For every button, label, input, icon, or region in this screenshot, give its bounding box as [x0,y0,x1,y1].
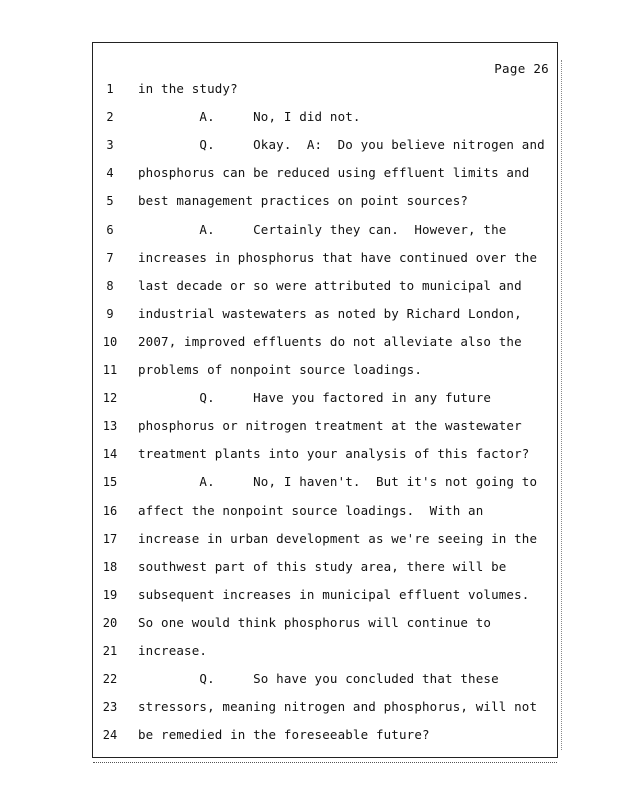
transcript-line [93,418,559,446]
transcript-line [93,306,559,334]
line-text: industrial wastewaters as noted by Richard London, [138,305,522,321]
transcript-line [93,727,559,755]
line-text: Q. So have you concluded that these [138,671,499,687]
transcript-line [93,250,559,278]
line-number: 1 [106,82,114,96]
line-number: 17 [102,531,118,546]
line-text: A. Certainly they can. However, the [138,221,507,237]
line-text: phosphorus can be reduced using effluent limits and [138,165,530,181]
line-number: 2 [106,110,114,125]
line-number: 24 [102,728,118,743]
transcript-line [93,615,559,643]
transcript-page [92,42,558,758]
margin-dotted-line [561,60,563,750]
line-number: 11 [102,363,118,377]
line-number: 20 [102,615,118,630]
line-text: southwest part of this study area, there will be [138,558,507,574]
transcript-line [93,559,559,587]
line-text: in the study? [138,81,238,96]
page-number: Page 26 [494,61,549,76]
line-number: 8 [106,278,114,293]
transcript-line [93,334,559,362]
transcript-line [93,531,559,559]
transcript-line [93,390,559,418]
transcript-line [93,671,559,699]
transcript-line [93,137,559,165]
line-number: 12 [102,391,118,406]
line-number: 13 [102,419,118,434]
line-number: 23 [102,700,118,715]
line-text: stressors, meaning nitrogen and phosphorus, will not [138,699,538,715]
line-text: A. No, I haven't. But it's not going to [138,474,538,490]
transcript-line [93,362,559,390]
transcript-line [93,193,559,221]
line-number: 16 [102,503,118,518]
line-number: 5 [106,194,114,209]
transcript-line [93,699,559,727]
transcript-line [93,474,559,502]
line-number: 7 [106,250,114,265]
transcript-line [93,81,559,109]
line-text: affect the nonpoint source loadings. With an [138,502,484,518]
line-text: treatment plants into your analysis of this factor? [138,446,530,462]
line-text: best management practices on point sources? [138,193,469,209]
line-text: be remedied in the foreseeable future? [138,727,430,743]
line-text: last decade or so were attributed to municipal and [138,277,522,293]
line-text: phosphorus or nitrogen treatment at the wastewater [138,418,522,434]
line-text: 2007, improved effluents do not alleviate also the [138,333,522,349]
transcript-line [93,165,559,193]
line-text: Q. Okay. A: Do you believe nitrogen and [138,137,545,153]
line-number: 22 [102,672,118,687]
line-number: 9 [106,306,114,321]
transcript-line [93,222,559,250]
line-text: increase. [138,643,208,658]
transcript-line [93,643,559,671]
transcript-line [93,503,559,531]
transcript-line [93,446,559,474]
line-number: 18 [102,559,118,574]
line-number: 6 [106,222,114,237]
line-text: subsequent increases in municipal effluent volumes. [138,586,530,602]
line-number: 10 [102,334,118,349]
line-number: 19 [102,587,118,602]
line-text: So one would think phosphorus will continue to [138,614,492,630]
line-text: increases in phosphorus that have continued over the [138,249,538,265]
line-text: Q. Have you factored in any future [138,390,492,406]
transcript-line [93,109,559,137]
line-number: 14 [102,447,118,462]
line-number: 4 [106,166,114,181]
transcript-line [93,587,559,615]
line-text: problems of nonpoint source loadings. [138,362,422,377]
line-number: 21 [102,644,118,658]
line-text: increase in urban development as we're seeing in the [138,530,538,546]
line-text: A. No, I did not. [138,109,361,125]
transcript-line [93,278,559,306]
line-number: 3 [106,138,114,153]
line-number: 15 [102,475,118,490]
